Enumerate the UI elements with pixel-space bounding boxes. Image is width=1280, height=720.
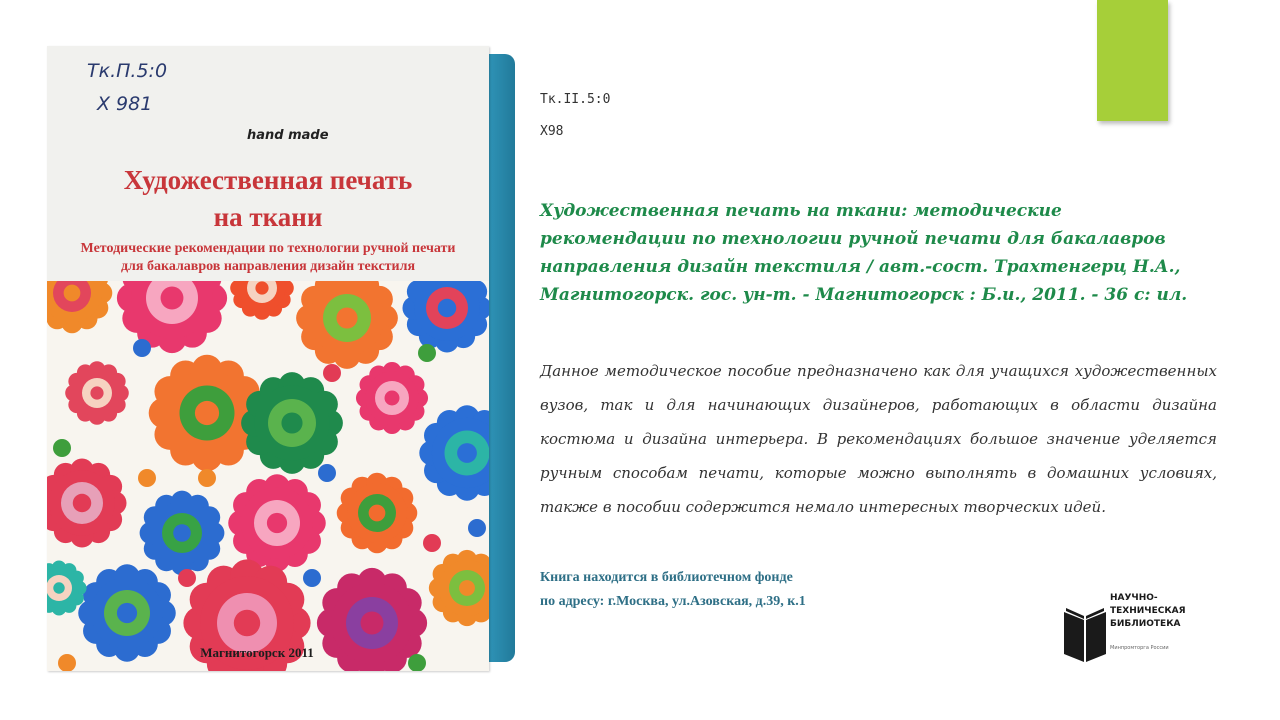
logo-line1: НАУЧНО-	[1110, 593, 1158, 603]
logo-subtitle: Минпромторга России	[1110, 645, 1169, 651]
cover-series: hand made	[247, 128, 329, 143]
citation-line: направления дизайн текстиля / авт.-сост. Трахтенгерц Н.А.,	[540, 257, 1181, 277]
flower-pattern	[47, 278, 489, 671]
handwritten-shelf-code: Тк.П.5:0	[87, 60, 168, 82]
annotation-line: также в пособии содержится немало интересных творческих идей.	[540, 498, 1106, 516]
citation-line: Магнитогорск. гос. ун-т. - Магнитогорск : Б.и., 2011. - 36 с: ил.	[540, 285, 1188, 305]
annotation-line: Данное методическое пособие предназначено как для учащихся художественных	[540, 362, 1217, 380]
cover-title-line1: Художественная печать	[123, 165, 413, 195]
book-annotation	[540, 354, 1217, 524]
bibliographic-citation	[540, 197, 1200, 309]
cover-subtitle-line1: Методические рекомендации по технологии ручной печати	[80, 241, 456, 256]
book-cover	[47, 46, 489, 671]
book-icon	[1062, 592, 1108, 664]
location-line2: по адресу: г.Москва, ул.Азовская, д.39, к.1	[540, 594, 806, 609]
logo-line3: БИБЛИОТЕКА	[1110, 619, 1181, 629]
author-mark: Х98	[540, 124, 564, 139]
annotation-line: ручным способам печати, которые можно выполнять в домашних условиях,	[540, 464, 1217, 482]
library-logo	[1062, 592, 1232, 664]
cover-city-year: Магнитогорск 2011	[200, 645, 314, 660]
location-line1: Книга находится в библиотечном фонде	[540, 570, 793, 585]
annotation-line: вузов, так и для начинающих дизайнеров, работающих в области дизайна	[540, 396, 1217, 414]
book-cover-photo	[47, 46, 513, 671]
logo-text	[1110, 592, 1186, 631]
cover-subtitle-line2: для бакалавров направления дизайн текстиля	[120, 259, 416, 274]
citation-line: рекомендации по технологии ручной печати для бакалавров	[540, 229, 1166, 249]
citation-line: Художественная печать на ткани: методические	[540, 201, 1062, 221]
cover-title-line2: на ткани	[213, 202, 323, 232]
library-location	[540, 566, 806, 614]
logo-line2: ТЕХНИЧЕСКАЯ	[1110, 606, 1186, 616]
accent-bar	[1097, 0, 1168, 121]
shelf-code: Тк.II.5:0	[540, 92, 611, 107]
handwritten-author-mark: Х 981	[97, 93, 153, 115]
annotation-line: костюма и дизайна интерьера. В рекомендациях большое значение уделяется	[540, 430, 1217, 448]
